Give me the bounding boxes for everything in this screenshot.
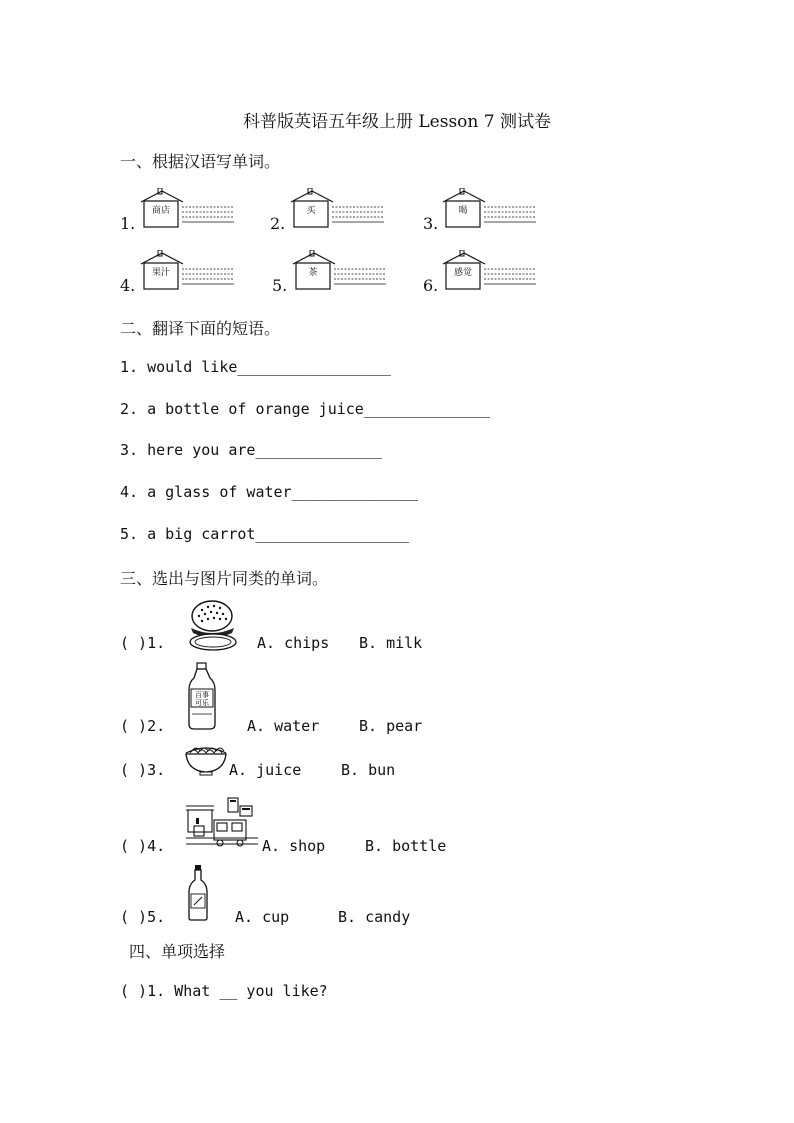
s2-item5: 5. a big carrot_________________ — [120, 525, 409, 543]
s1-item6-word: 感觉 — [453, 268, 472, 278]
s1-item4-house — [140, 250, 240, 294]
s1-item2-num: 2. — [270, 214, 286, 233]
s1-item5-word: 茶 — [308, 268, 318, 278]
s1-item4-word: 果汁 — [151, 268, 170, 278]
s2-item1: 1. would like_________________ — [120, 358, 391, 376]
s1-item1-num: 1. — [120, 214, 136, 233]
s3-item3-option-a: A. juice — [229, 761, 302, 779]
s3-item2-option-b: B. pear — [359, 717, 423, 735]
s1-item4-num: 4. — [120, 276, 136, 295]
s4-item1: ( )1. What __ you like? — [120, 982, 328, 1000]
s3-item5-paren: ( )5. — [120, 908, 166, 926]
s3-item4-option-b: B. bottle — [365, 837, 447, 855]
s3-item5-option-b: B. candy — [338, 908, 411, 926]
s2-item4: 4. a glass of water______________ — [120, 483, 419, 501]
s1-item6-num: 6. — [423, 276, 439, 295]
section4-heading: 四、单项选择 — [129, 942, 226, 961]
s1-item5-num: 5. — [272, 276, 288, 295]
s1-item6-house — [442, 250, 542, 294]
svg-text:百事: 百事 — [195, 691, 209, 699]
s3-item2-paren: ( )2. — [120, 717, 166, 735]
s3-item4-option-a: A. shop — [262, 837, 326, 855]
s3-item2-option-a: A. water — [247, 717, 320, 735]
s1-item3-num: 3. — [423, 214, 439, 233]
svg-text:可乐: 可乐 — [195, 699, 209, 707]
wine-bottle-icon — [186, 864, 210, 922]
s3-item5-option-a: A. cup — [235, 908, 290, 926]
s2-item2: 2. a bottle of orange juice______________ — [120, 400, 491, 418]
section2-heading: 二、翻译下面的短语。 — [120, 319, 281, 338]
s3-item1-paren: ( )1. — [120, 634, 166, 652]
s1-item1-house — [140, 188, 240, 232]
cola-bottle-icon — [184, 662, 220, 732]
s3-item4-paren: ( )4. — [120, 837, 166, 855]
s3-item1-option-b: B. milk — [359, 634, 423, 652]
s3-item3-paren: ( )3. — [120, 761, 166, 779]
street-scene-icon — [184, 794, 260, 850]
page-title: 科普版英语五年级上册 Lesson 7 测试卷 — [242, 112, 551, 132]
s1-item2-house — [290, 188, 390, 232]
section1-heading: 一、根据汉语写单词。 — [120, 152, 281, 171]
s1-item1-word: 商店 — [151, 206, 170, 216]
section3-heading: 三、选出与图片同类的单词。 — [120, 569, 329, 588]
s1-item2-word: 买 — [306, 206, 316, 216]
s3-item1-option-a: A. chips — [257, 634, 330, 652]
s1-item3-house — [442, 188, 542, 232]
hamburger-icon — [186, 598, 242, 654]
s3-item3-option-b: B. bun — [341, 761, 396, 779]
s1-item3-word: 喝 — [458, 206, 468, 216]
s2-item3: 3. here you are______________ — [120, 441, 382, 459]
noodle-bowl-icon — [184, 741, 228, 777]
s1-item5-house — [292, 250, 392, 294]
